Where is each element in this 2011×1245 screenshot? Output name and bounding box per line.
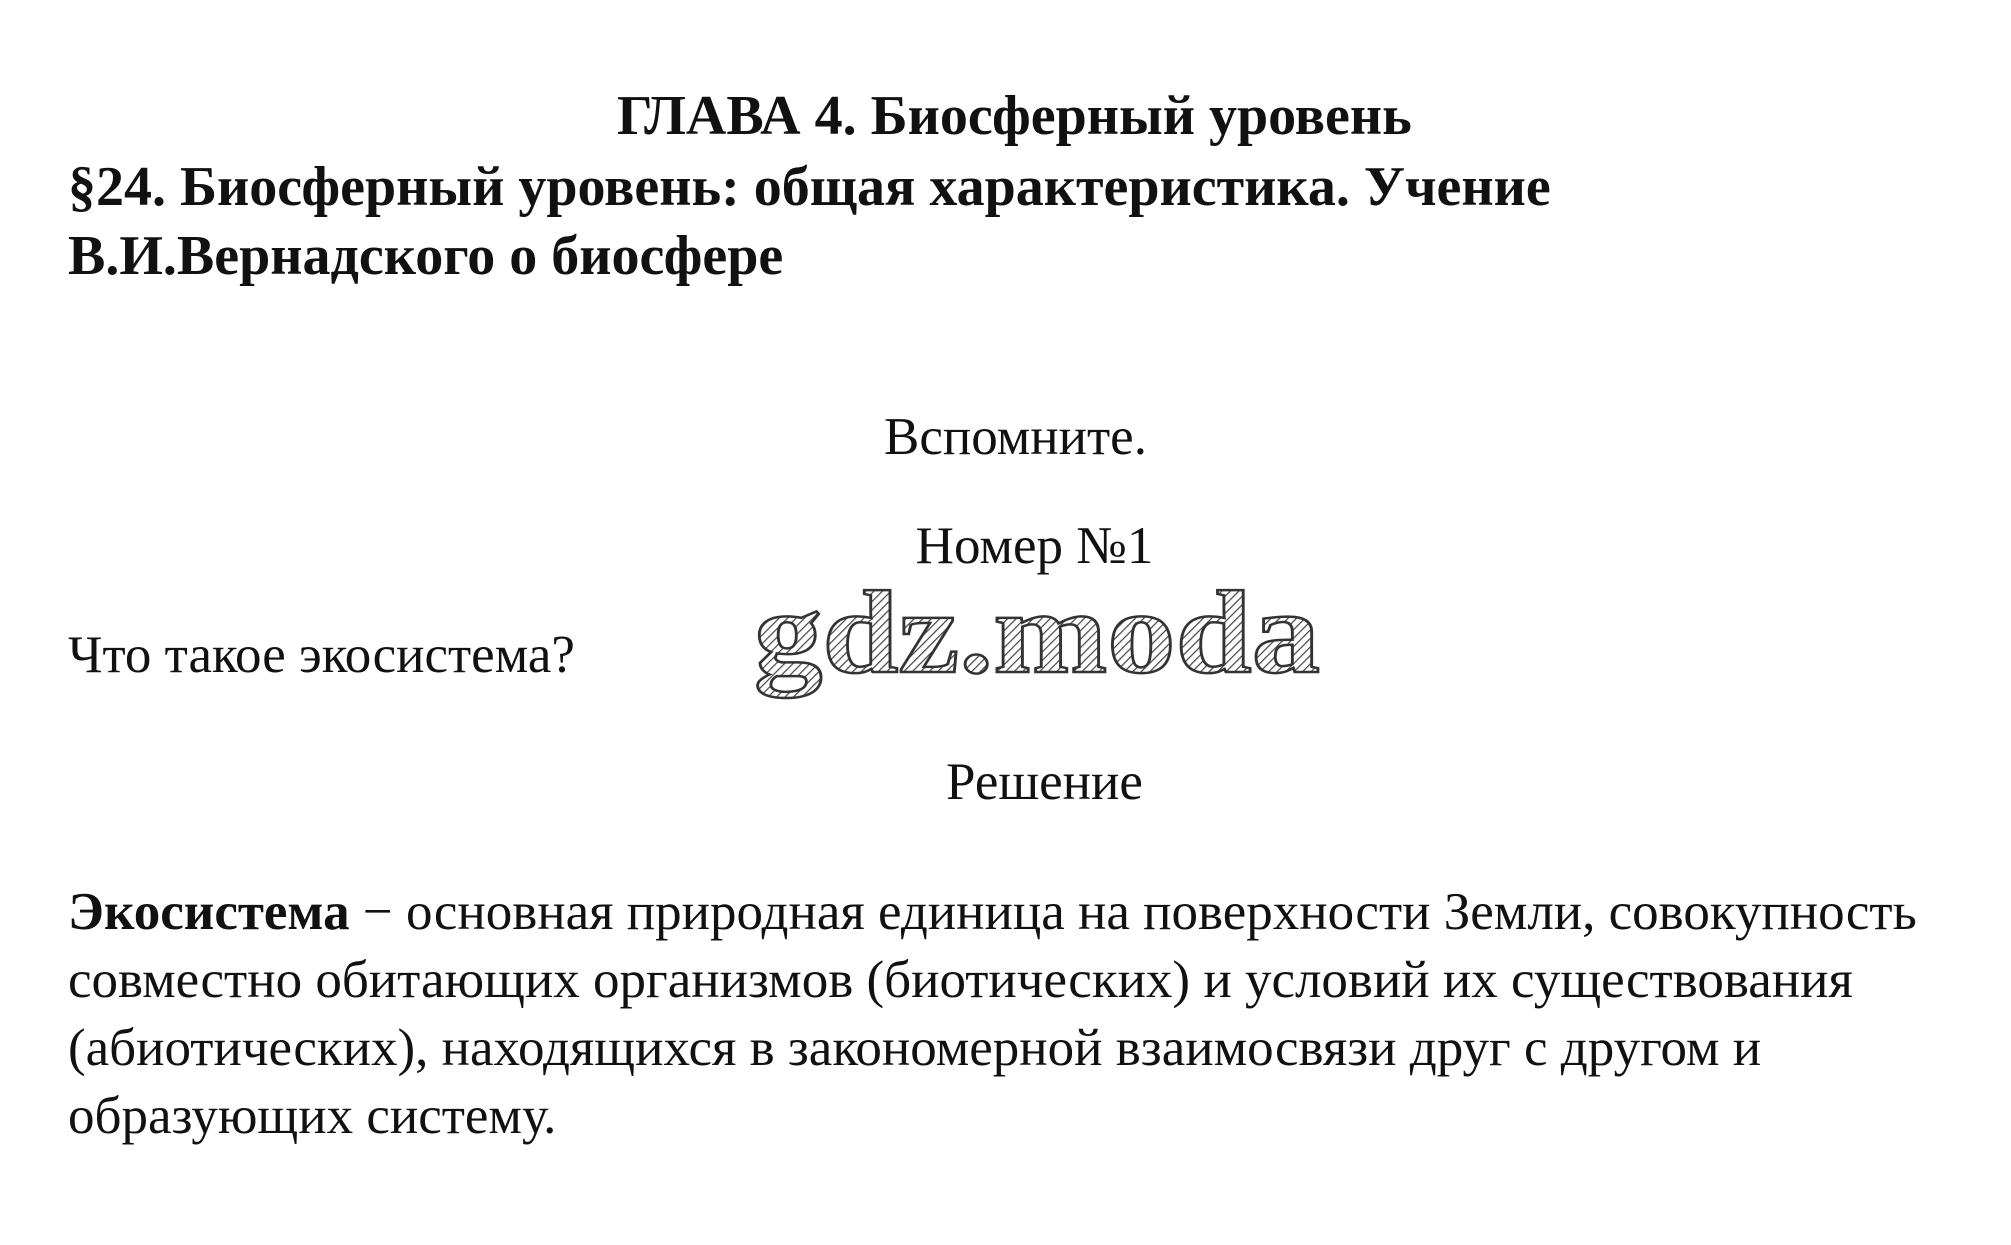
section-title: §24. Биосферный уровень: общая характеристика. Учение В.И.Вернадского о биосфере [68, 156, 1551, 287]
watermark-text: gdz.moda [754, 572, 1320, 698]
chapter-title: ГЛАВА 4. Биосферный уровень [617, 85, 1412, 147]
answer-definition: − основная природная единица на поверхности Земли, совокупность совместно обитающих организмов (биотических) и условий их существования (абиотических), находящихся в закономерной взаимосвязи друг с другом и образующих систему. [68, 883, 1917, 1145]
recall-label: Вспомните. [884, 408, 1147, 466]
answer-term: Экосистема [68, 883, 350, 941]
question-text: Что такое экосистема? [68, 626, 575, 684]
answer-paragraph [68, 878, 1988, 1150]
task-number: Номер №1 [915, 517, 1154, 575]
solution-label: Решение [946, 753, 1143, 811]
watermark-logo [748, 572, 1328, 712]
